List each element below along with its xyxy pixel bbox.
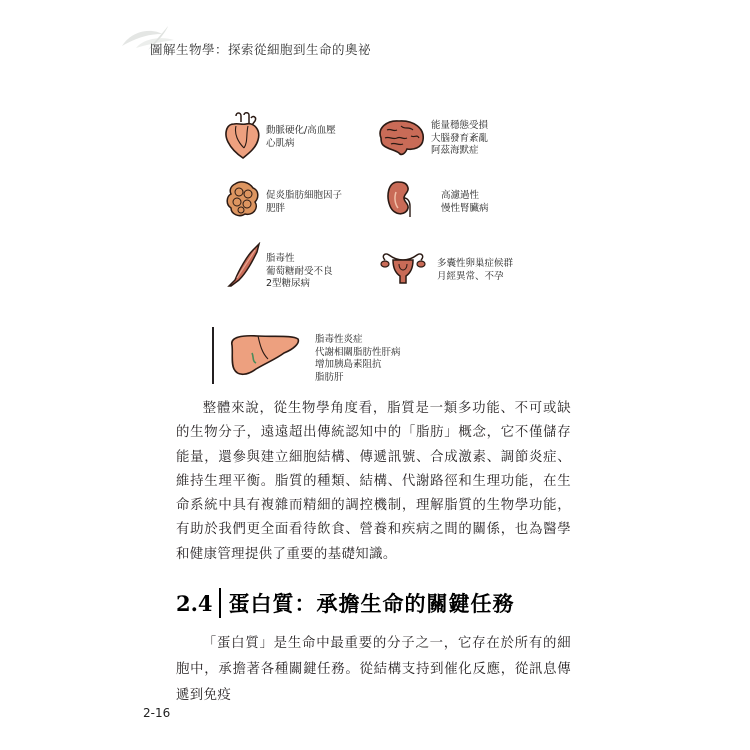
muscle-icon: [225, 242, 261, 288]
uterus-label: 多囊性卵巢症候群 月經異常、不孕: [437, 258, 514, 282]
fat-tissue-label: 促炎脂肪細胞因子 肥胖: [266, 190, 343, 214]
section-paragraph-block: [176, 631, 571, 709]
kidney-label: 高濾過性 慢性腎臟病: [441, 190, 489, 214]
brain-label: 能量穩態受損 大腦發育紊亂 阿茲海默症: [431, 120, 489, 156]
liver-label: 脂毒性炎症 代謝相關脂肪性肝病 增加胰島素阻抗 脂肪肝: [315, 334, 401, 383]
running-header-title: 圖解生物學：探索從細胞到生命的奧祕: [150, 42, 372, 57]
section-title: 蛋白質：承擔生命的關鍵任務: [228, 591, 515, 616]
page-number: 2-16: [143, 706, 171, 720]
section-heading: [176, 583, 515, 623]
liver-icon: [228, 333, 300, 379]
fat-tissue-icon: [225, 180, 261, 218]
liver-divider: [212, 327, 214, 384]
body-paragraph-block: [176, 397, 571, 567]
kidney-icon: [386, 180, 416, 218]
section-number: 2.4: [176, 590, 213, 616]
uterus-icon: [379, 252, 427, 284]
brain-icon: [375, 118, 427, 158]
muscle-label: 脂毒性 葡萄糖耐受不良 2型糖尿病: [266, 253, 333, 289]
section-divider: [219, 588, 221, 618]
heart-label: 動脈硬化/高血壓 心肌病: [266, 125, 336, 149]
heart-icon: [222, 112, 262, 160]
body-paragraph: 整體來說，從生物學角度看，脂質是一類多功能、不可或缺的生物分子，遠遠超出傳統認知中的「脂肪」概念，它不僅儲存能量，還參與建立細胞結構、傳遞訊號、合成激素、調節炎症、維持生理平衡。脂質的種類、結構、代謝路徑和生理功能，在生命系統中具有複雜而精細的調控機制，理解脂質的生物學功能，有助於我們更全面看待飲食、營養和疾病之間的關係，也為醫學和健康管理提供了重要的基礎知識。: [176, 401, 571, 562]
section-paragraph: 「蛋白質」是生命中最重要的分子之一，它存在於所有的細胞中，承擔著各種關鍵任務。從結構支持到催化反應，從訊息傳遞到免疫: [176, 636, 571, 703]
